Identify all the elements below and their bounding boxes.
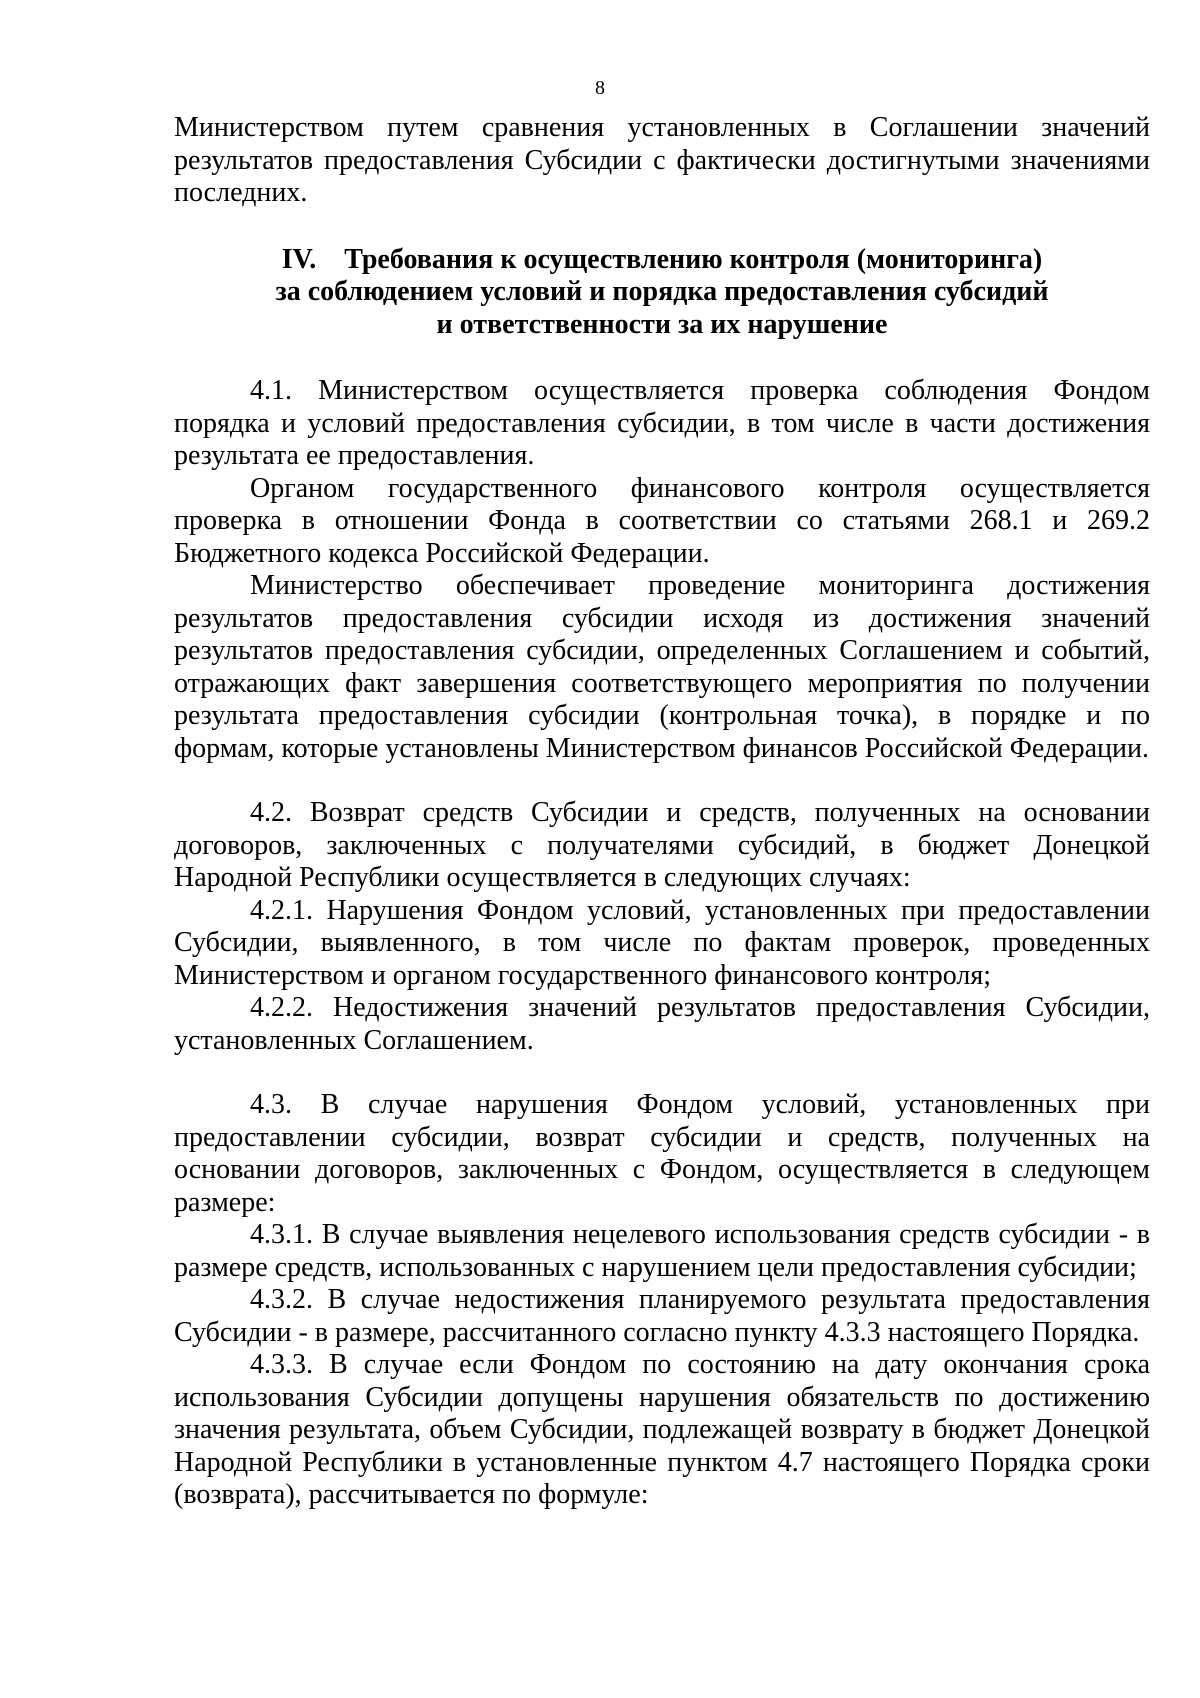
document-body [174, 112, 1150, 1512]
paragraph-4-1-monitoring: Министерство обеспечивает проведение мониторинга достижения результатов предоставления субсидии исходя из достижения значений результатов предоставления субсидии, определенных Соглашением и событий, отражающих факт завершения соответствующего мероприятия по получении результата предоставления субсидии (контрольная точка), в порядке и по формам, которые установлены Министерством финансов Российской Федерации. [174, 570, 1150, 764]
intro-paragraph: Министерством путем сравнения установленных в Соглашении значений результатов предоставления Субсидии с фактически достигнутыми значениями последних. [174, 112, 1150, 208]
page-number: 8 [595, 77, 605, 99]
paragraph-4-3: 4.3. В случае нарушения Фондом условий, установленных при предоставлении субсидии, возврат субсидии и средств, полученных на основании договоров, заключенных с Фондом, осуществляется в следующем размере: [174, 1089, 1150, 1218]
section-heading-line-3: и ответственности за их нарушение [436, 308, 888, 340]
paragraph-4-3-1: 4.3.1. В случае выявления нецелевого использования средств субсидии - в размере средств, использованных с нарушением цели предоставления субсидии; [174, 1219, 1150, 1283]
paragraph-4-2-1: 4.2.1. Нарушения Фондом условий, установленных при предоставлении Субсидии, выявленного, в том числе по фактам проверок, проведенных Министерством и органом государственного финансового контроля; [174, 894, 1150, 991]
paragraph-4-1-control: Органом государственного финансового контроля осуществляется проверка в отношении Фонда в соответствии со статьями 268.1 и 269.2 Бюджетного кодекса Российской Федерации. [174, 472, 1150, 569]
section-heading-line-2: за соблюдением условий и порядка предоставления субсидий [275, 276, 1049, 307]
paragraph-gap [174, 765, 1150, 797]
paragraph-4-3-3: 4.3.3. В случае если Фондом по состоянию на дату окончания срока использования Субсидии допущены нарушения обязательств по достижению значения результата, объем Субсидии, подлежащей возврату в бюджет Донецкой Народной Республики в установленные пунктом 4.7 настоящего Порядка сроки (возврата), рассчитывается по формуле: [174, 1349, 1150, 1510]
paragraph-4-2: 4.2. Возврат средств Субсидии и средств, полученных на основании договоров, заключенных с получателями субсидий, в бюджет Донецкой Народной Республики осуществляется в следующих случаях: [174, 797, 1150, 893]
section-heading [174, 244, 1150, 342]
paragraph-4-2-2: 4.2.2. Недостижения значений результатов предоставления Субсидии, установленных Соглашением. [174, 992, 1150, 1056]
paragraph-gap [174, 1057, 1150, 1089]
paragraph-4-1: 4.1. Министерством осуществляется проверка соблюдения Фондом порядка и условий предоставления субсидии, в том числе в части достижения результата ее предоставления. [174, 375, 1150, 471]
section-heading-line-1: IV. Требования к осуществлению контроля (мониторинга) [281, 243, 1043, 275]
paragraph-4-3-2: 4.3.2. В случае недостижения планируемого результата предоставления Субсидии - в размере, рассчитанного согласно пункту 4.3.3 настоящего Порядка. [174, 1284, 1150, 1348]
